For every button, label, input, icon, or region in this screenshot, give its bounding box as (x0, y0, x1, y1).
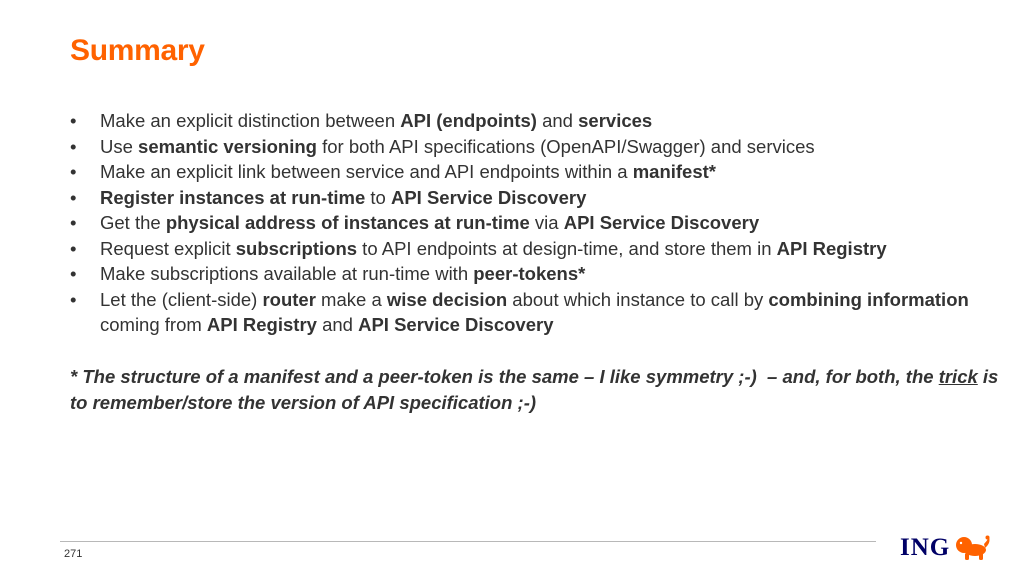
bullet-list (70, 108, 1000, 338)
bullet-text: make a (315, 288, 387, 310)
bullet-text: Get the (100, 212, 166, 233)
footnote-text: * The structure of a manifest and a peer-token is the same – I like symmetry ;-) – and, for both, the (70, 366, 939, 387)
bullet-bold-text: physical address of instances at run-time (165, 212, 530, 233)
bullet-bold-text: services (578, 110, 653, 131)
bullet-text: and (316, 314, 359, 335)
bullet-bold-text: API Service Discovery (563, 212, 760, 233)
bullet-text: and (536, 110, 579, 131)
lion-icon (953, 535, 991, 561)
footnote-text-end: is to remember/store the version of API specification ;-) (70, 366, 1004, 413)
bullet-item (70, 261, 1000, 287)
bullet-text: Let the (client-side) (100, 288, 263, 310)
bullet-bold-text: API Registry (206, 314, 317, 335)
slide-title: Summary (70, 34, 205, 67)
bullet-text: Use (100, 135, 139, 157)
bullet-text: Make an explicit link between service and API endpoints within a (100, 161, 633, 182)
bullet-bold-text: semantic versioning (138, 135, 317, 157)
bullet-bold-text: subscriptions (235, 237, 358, 259)
bullet-text: for both API specifications (OpenAPI/Swagger) and services (316, 135, 815, 157)
bullet-item (70, 236, 1000, 262)
bullet-bold-text: router (262, 288, 316, 310)
bullet-item (70, 159, 1000, 185)
bullet-item (70, 108, 1000, 134)
footnote-underlined-word: trick (938, 366, 978, 387)
footnote (70, 364, 1004, 416)
footer-divider (60, 541, 876, 542)
bullet-text: to (365, 186, 391, 208)
bullet-bold-text: manifest* (632, 161, 716, 182)
bullet-item (70, 134, 1000, 160)
bullet-text: Request explicit (100, 237, 236, 259)
bullet-text: to API endpoints at design-time, and store them in (357, 237, 777, 259)
bullet-text: via (529, 212, 564, 233)
bullet-bold-text: Register instances at run-time (100, 186, 366, 208)
bullet-item (70, 185, 1000, 211)
bullet-text: Make subscriptions available at run-time with (100, 263, 474, 284)
bullet-item (70, 210, 1000, 236)
page-number: 271 (64, 548, 83, 560)
bullet-bold-text: peer-tokens* (473, 263, 586, 284)
bullet-bold-text: API (endpoints) (400, 110, 537, 131)
bullet-bold-text: wise decision (386, 288, 508, 310)
bullet-bold-text: API Registry (776, 237, 887, 259)
ing-logo (900, 533, 991, 563)
bullet-text: coming from (100, 288, 974, 335)
bullet-text: about which instance to call by (507, 288, 769, 310)
bullet-bold-text: API Service Discovery (390, 186, 587, 208)
bullet-text: Make an explicit distinction between (100, 110, 401, 131)
bullet-bold-text: API Service Discovery (358, 314, 554, 335)
bullet-item (70, 287, 1000, 338)
bullet-bold-text: combining information (768, 288, 969, 310)
ing-wordmark: ING (900, 534, 951, 561)
